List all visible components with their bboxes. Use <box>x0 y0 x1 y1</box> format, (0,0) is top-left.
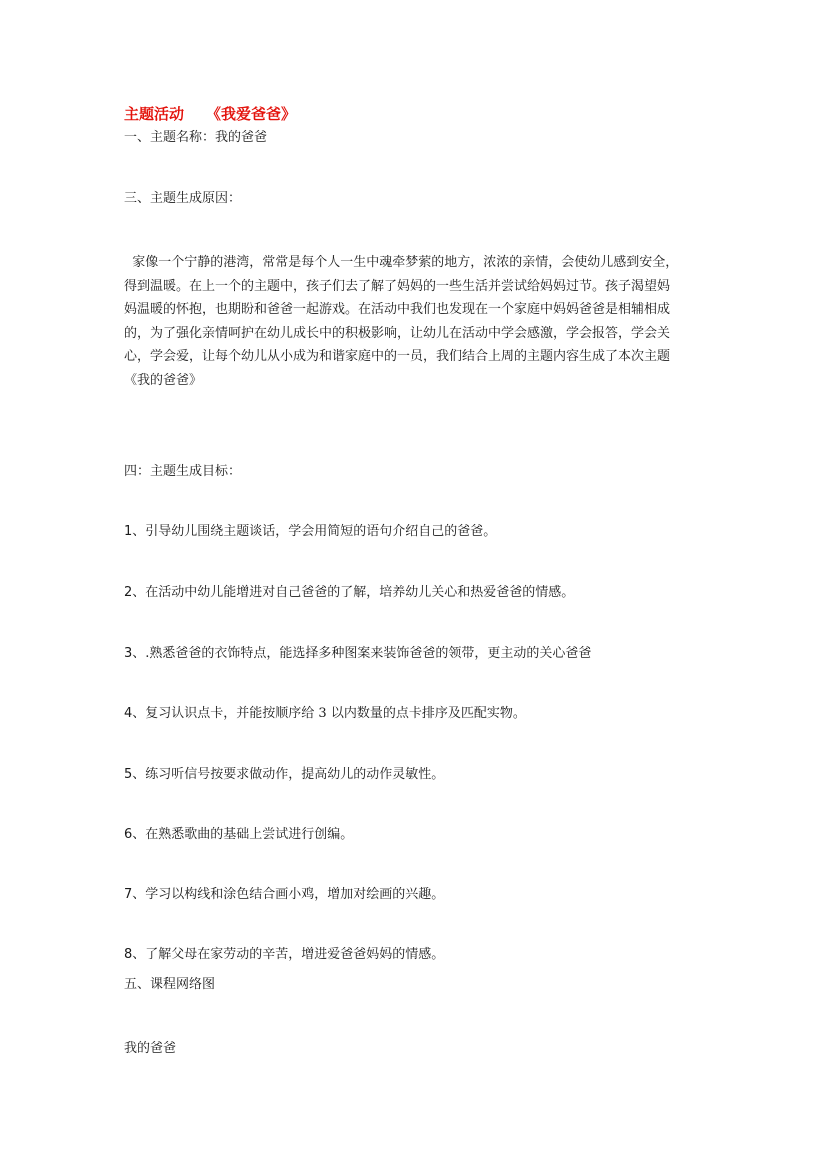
goal-item <box>124 645 591 663</box>
goal-number: 7 <box>124 887 133 902</box>
goal-number: 8 <box>124 947 133 962</box>
goal-item <box>124 523 496 541</box>
paragraph-line: 的，为了强化亲情呵护在幼儿成长中的积极影响，让幼儿在活动中学会感激，学会报答，学会关 <box>124 325 671 341</box>
goal-number: 4 <box>124 706 133 721</box>
reason-paragraph <box>124 251 710 392</box>
goal-number: 5 <box>124 767 133 782</box>
goal-item <box>124 766 444 784</box>
goal-text: 、引导幼儿围绕主题谈话，学会用简短的语句介绍自己的爸爸。 <box>132 524 497 539</box>
goal-item <box>124 705 526 723</box>
goal-text: 、练习听信号按要求做动作，提高幼儿的动作灵敏性。 <box>132 767 445 782</box>
document-title <box>124 103 296 124</box>
paragraph-line: 家像一个宁静的港湾，常常是每个人一生中魂牵梦萦的地方，浓浓的亲情，会使幼儿感到安全， <box>124 255 679 270</box>
network-root-node: 我的爸爸 <box>124 1041 177 1056</box>
section-theme-name: 一、主题名称：我的爸爸 <box>124 130 268 145</box>
paragraph-line: 心，学会爱，让每个幼儿从小成为和谐家庭中的一员，我们结合上周的主题内容生成了本次主题 <box>124 349 671 364</box>
goal-text: 、学习以构线和涂色结合画小鸡，增加对绘画的兴趣。 <box>132 887 445 902</box>
goal-item <box>124 826 353 844</box>
goal-text: 、.熟悉爸爸的衣饰特点，能选择多种图案来装饰爸爸的领带，更主动的关心爸爸 <box>132 646 592 661</box>
paragraph-line: 妈温暖的怀抱，也期盼和爸爸一起游戏。在活动中我们也发现在一个家庭中妈妈爸爸是相辅相成 <box>124 302 671 317</box>
paragraph-line: 得到温暖。在上一个的主题中，孩子们去了解了妈妈的一些生活并尝试给妈妈过节。孩子渴望妈 <box>124 278 671 294</box>
title-theme-name: 《我爱爸爸》 <box>206 105 297 123</box>
goal-number: 1 <box>124 524 133 539</box>
goal-number: 6 <box>124 827 133 842</box>
section-theme-reason-heading: 三、主题生成原因： <box>124 191 242 206</box>
goal-text: 、在活动中幼儿能增进对自己爸爸的了解，培养幼儿关心和热爱爸爸的情感。 <box>132 585 575 600</box>
goal-text: 、在熟悉歌曲的基础上尝试进行创编。 <box>132 827 354 842</box>
goal-number: 3 <box>124 646 133 661</box>
section-goals-heading: 四：主题生成目标： <box>124 464 242 479</box>
goal-item <box>124 946 444 964</box>
goal-text: 、复习认识点卡，并能按顺序给 3 以内数量的点卡排序及匹配实物。 <box>132 706 526 721</box>
title-theme-label: 主题活动 <box>124 105 185 123</box>
goal-item <box>124 584 574 602</box>
goal-text: 、了解父母在家劳动的辛苦，增进爱爸爸妈妈的情感。 <box>132 947 445 962</box>
goal-item <box>124 886 444 904</box>
paragraph-line: 《我的爸爸》 <box>124 372 203 388</box>
goal-number: 2 <box>124 585 133 600</box>
section-curriculum-network-heading: 五、课程网络图 <box>124 977 216 992</box>
